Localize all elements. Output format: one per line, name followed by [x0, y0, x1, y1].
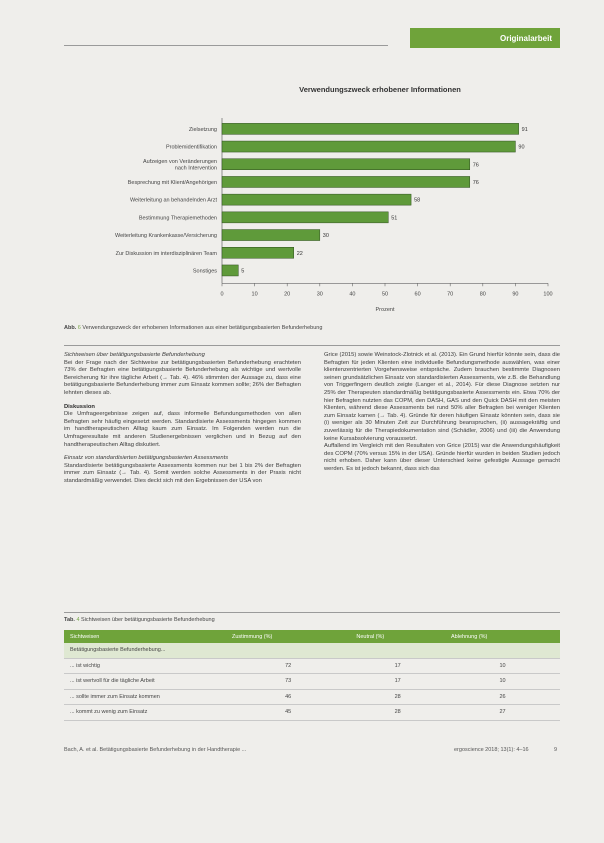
table-cell: ... kommt zu wenig zum Einsatz — [64, 705, 226, 721]
table-header-cell: Neutral (%) — [350, 630, 445, 643]
chart-x-tick-label: 40 — [349, 291, 356, 298]
table-cell: 17 — [350, 674, 445, 690]
chart-data-label: 22 — [296, 250, 303, 257]
table-cell: ... ist wertvoll für die tägliche Arbeit — [64, 674, 226, 690]
chart-bar — [222, 176, 470, 187]
figure-caption-text: Verwendungszweck der erhobenen Informationen aus einer betätigungsbasierten Befunderhebung — [82, 325, 323, 331]
table-cell: 45 — [226, 705, 350, 721]
table-subheader-cell: Betätigungsbasierte Befunderhebung... — [64, 643, 560, 658]
figure-caption-label: Abb. — [64, 325, 77, 331]
right-column — [324, 352, 560, 474]
chart-category-label: Weiterleitung an behandelnden Arzt — [129, 197, 217, 204]
paragraph: Die Umfrageergebnisse zeigen auf, dass informelle Befundungsmethoden von allen Befragten sehr häufig eingesetzt werden. Standardisierte Assessments hingegen kommen im handtherapeutischen Alltag kaum zum Einsatz. Im Folgenden werden nun die Umfrageresultate mit anderen Studienergebnissen verglichen und in Bezug auf den handtherapeutischen Alltag diskutiert. — [64, 411, 301, 448]
chart-category-label: nach Intervention — [174, 165, 217, 172]
section-badge: Originalarbeit — [410, 28, 560, 48]
chart-bar — [222, 123, 519, 134]
chart-data-label: 76 — [472, 179, 479, 186]
table-cell: 10 — [445, 674, 560, 690]
chart-bar — [222, 265, 238, 276]
table-header-cell: Ablehnung (%) — [445, 630, 560, 643]
chart-bar — [222, 159, 470, 170]
footer-page-number: 9 — [554, 747, 558, 753]
table-cell: ... ist wichtig — [64, 658, 226, 674]
paragraph: Standardisierte betätigungsbasierte Assessments kommen nur bei 1 bis 2% der Befragten immer zum Einsatz (→ Tab. 4). Somit werden solche Assessments in der Praxis nicht standardmäßig verwendet. Dies deckt sich mit den Ergebnissen der USA von — [64, 462, 301, 484]
chart-category-label: Problemidentifikation — [165, 144, 217, 151]
table-divider — [64, 612, 560, 613]
paragraph: Auffallend im Vergleich mit den Resultaten von Grice (2015) war die Anwendungshäufigkeit des COPM (70% versus 15% in der USA). Gründe hierfür wurden in beiden Studien jedoch nicht erhoben. Daher kann über dieser Unterschied keine gefestigte Aussage gemacht werden. Es ist jedoch bekannt, dass sich das — [324, 443, 560, 472]
chart-bar — [222, 212, 388, 223]
chart-x-tick-label: 90 — [512, 291, 519, 298]
table-cell: 10 — [445, 658, 560, 674]
chart-category-label: Sonstiges — [192, 268, 217, 275]
paragraph: Grice (2015) sowie Weinstock-Zlotnick et al. (2013). Ein Grund hierfür könnte sein, dass die Befragten für jeden Klienten eine individuelle Befundungsmethode auswählen, was einer klientenzentrierten Vorgehensweise entspräche. Zudem brauchen bestimmte Diagnosen seinen grundsätzlichen Einsatz von standardisierten Assessments, wie z.B. die Behandlung von Triggerfingern deutlich zeigte (Langer et al., 2014). Für diese Diagnose setzten nur 25% der Therapeuten standardmäßig betätigungsbasierte Assessments ein. Etwa 70% der hier Befragten nutzten das COPM, den DASH, GAS und den Quick DASH mit den meisten Klienten, während diese Assessments bei rund 50% aller Befragten bei weniger Klienten zum Einsatz kamen (→ Tab. 4). Gründe für deren häufigen Einsatz könnten sein, dass sie (i) weniger als 30 Minuten Zeit zur Durchführung beanspruchen, (ii) aussagekräftig und zuverlässig für die Therapiedokumentation sind (Schädler, 2006) und (iii) die Anwendung keine Kursabsolvierung voraussetzt. — [324, 352, 560, 442]
left-column — [64, 352, 301, 486]
chart-bar — [222, 247, 294, 258]
chart-x-axis-label: Prozent — [375, 307, 395, 313]
table-caption — [64, 617, 215, 623]
views-table — [64, 630, 560, 721]
chart-data-label: 58 — [414, 197, 421, 204]
chart-data-label: 91 — [521, 126, 528, 133]
table-cell: 26 — [445, 689, 560, 705]
table-row — [64, 674, 560, 690]
table-caption-text: Sichtweisen über betätigungsbasierte Befunderhebung — [81, 617, 215, 623]
chart-x-tick-label: 60 — [414, 291, 421, 298]
chart-data-label: 90 — [518, 144, 525, 151]
chart-x-tick-label: 30 — [316, 291, 323, 298]
table-header-cell: Zustimmung (%) — [226, 630, 350, 643]
chart-bar — [222, 141, 515, 152]
chart-data-label: 76 — [472, 162, 479, 169]
bar-chart — [0, 0, 604, 330]
table-cell: 28 — [350, 705, 445, 721]
table-cell: 72 — [226, 658, 350, 674]
paragraph: Bei der Frage nach der Sichtweise zur betätigungsbasierten Befunderhebung erachteten 73% der Befragten eine betätigungsbasierte Befunderhebung als wichtige und wertvolle Bereicherung für ihre tägliche Arbeit (→ Tab. 4). 46% stimmten der Aussage zu, dass eine betätigungsbasierte Befunderhebung immer zum Einsatz kommen sollte; 26% der Befragten lehnten dieses ab. — [64, 359, 301, 396]
table-subheader-row — [64, 643, 560, 658]
chart-category-label: Zielsetzung — [188, 126, 217, 133]
chart-x-tick-label: 80 — [479, 291, 486, 298]
chart-data-label: 51 — [391, 215, 398, 222]
chart-bar — [222, 230, 320, 241]
footer-journal: ergoscience 2018; 13(1): 4–16 — [454, 747, 529, 753]
section-heading: Einsatz von standardisierten betätigungsbasierten Assessments — [64, 455, 229, 462]
table-cell: 27 — [445, 705, 560, 721]
chart-x-tick-label: 100 — [543, 291, 553, 298]
table-row — [64, 705, 560, 721]
chart-data-label: 5 — [241, 268, 245, 275]
table-cell: 46 — [226, 689, 350, 705]
table-cell: 73 — [226, 674, 350, 690]
table-caption-number: 4 — [76, 617, 80, 623]
chart-x-tick-label: 70 — [447, 291, 454, 298]
caption-divider — [64, 345, 560, 346]
table-cell: 17 — [350, 658, 445, 674]
figure-caption-number: 6 — [77, 325, 81, 331]
chart-x-tick-label: 0 — [220, 291, 224, 298]
table-cell: ... sollte immer zum Einsatz kommen — [64, 689, 226, 705]
chart-bar — [222, 194, 411, 205]
chart-category-label: Weiterleitung Krankenkasse/Versicherung — [114, 233, 217, 240]
table-row — [64, 658, 560, 674]
chart-x-tick-label: 50 — [381, 291, 389, 298]
chart-data-label: 30 — [322, 233, 329, 240]
section-heading: Diskussion — [64, 403, 95, 410]
chart-category-label: Zur Diskussion im interdisziplinären Team — [115, 250, 217, 257]
table-cell: 28 — [350, 689, 445, 705]
table-row — [64, 689, 560, 705]
chart-category-label: Besprechung mit Klient/Angehörigen — [127, 179, 217, 186]
figure-caption — [64, 325, 544, 331]
chart-category-label: Bestimmung Therapiemethoden — [138, 215, 217, 222]
chart-x-tick-label: 20 — [284, 291, 291, 298]
footer-citation: Bach, A. et al. Betätigungsbasierte Befunderhebung in der Handtherapie ... — [64, 747, 247, 753]
table-header-row — [64, 630, 560, 643]
section-heading: Sichtweisen über betätigungsbasierte Befunderhebung — [64, 352, 205, 358]
table-caption-label: Tab. — [64, 617, 75, 623]
table-header-cell: Sichtweisen — [64, 630, 226, 643]
chart-category-label: Aufzeigen von Veränderungen — [142, 159, 217, 165]
chart-x-tick-label: 10 — [251, 291, 258, 298]
chart-title: Verwendungszweck erhobener Informationen — [299, 85, 461, 94]
